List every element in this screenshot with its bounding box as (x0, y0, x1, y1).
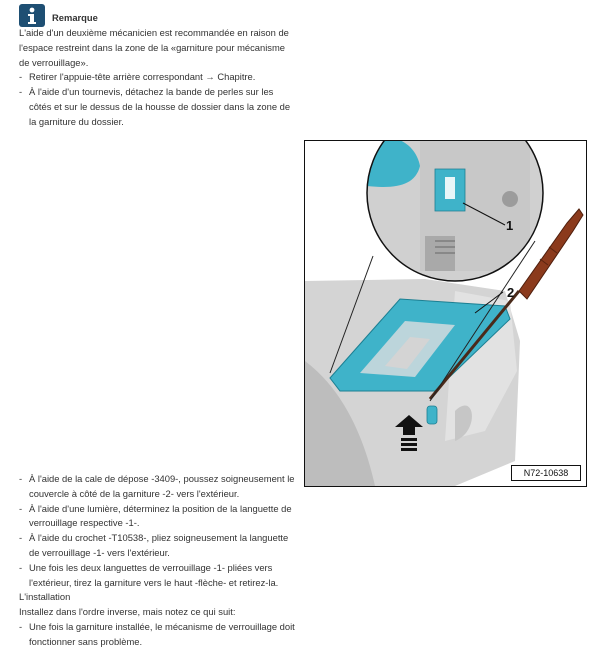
step-text: Une fois les deux languettes de verrouillage -1- pliées vers l'extérieur, tirez la garniture vers le haut -flèche- et retirez-la. (29, 561, 279, 588)
callout-1: 1 (506, 218, 514, 233)
technical-illustration (304, 140, 587, 487)
note-text: L'aide d'un deuxième mécanicien est recommandée en raison de l'espace restreint dans la zone de la «garniture pour mécanisme de verrouillage». (19, 27, 289, 68)
step-text: Une fois la garniture installée, le mécanisme de verrouillage doit fonctionner sans problème. (29, 620, 295, 647)
step-text: À l'aide d'une lumière, déterminez la position de la languette de verrouillage respective -1-. (29, 502, 292, 529)
callout-2: 2 (507, 285, 515, 300)
list-item: - Une fois la garniture installée, le mécanisme de verrouillage doit fonctionner sans problème. (19, 620, 295, 650)
list-item: - Une fois les deux languettes de verrouillage -1- pliées vers l'extérieur, tirez la garniture vers le haut -flèche- et retirez-la. (19, 561, 295, 591)
steps-block (19, 472, 295, 650)
installation-text: Installez dans l'ordre inverse, mais notez ce qui suit: (19, 606, 236, 618)
list-item: - À l'aide d'une lumière, déterminez la position de la languette de verrouillage respective -1-. (19, 502, 295, 532)
list-item: - À l'aide du crochet -T10538-, pliez soigneusement la languette de verrouillage -1- vers l'extérieur. (19, 531, 295, 561)
info-icon (19, 4, 45, 27)
figure-id: N72-10638 (511, 465, 581, 481)
illustration-drawing (305, 141, 586, 486)
step-text: À l'aide du crochet -T10538-, pliez soigneusement la languette de verrouillage -1- vers l'extérieur. (29, 532, 289, 558)
note-title: Remarque (52, 12, 98, 23)
step-text: À l'aide de la cale de dépose -3409-, poussez soigneusement le couvercle à côté de la garniture -2- vers l'extérieur. (29, 473, 295, 499)
list-item: - À l'aide de la cale de dépose -3409-, poussez soigneusement le couvercle à côté de la garniture -2- vers l'extérieur. (19, 472, 295, 502)
note-block (19, 26, 295, 130)
step-text: Retirer l'appuie-tête arrière correspondant → Chapitre. (29, 71, 256, 83)
list-item: - À l'aide d'un tournevis, détachez la bande de perles sur les côtés et sur le dessus de la housse de dossier dans la zone de la garniture du dossier. (19, 85, 295, 129)
list-item: - Retirer l'appuie-tête arrière correspondant → Chapitre. (19, 70, 295, 85)
installation-heading: L'installation (19, 591, 71, 603)
step-text: À l'aide d'un tournevis, détachez la bande de perles sur les côtés et sur le dessus de la housse de dossier dans la zone de la garniture du dossier. (29, 86, 291, 127)
